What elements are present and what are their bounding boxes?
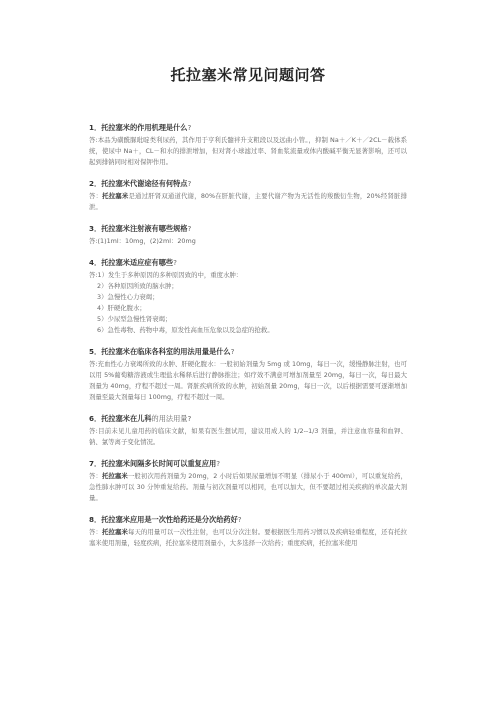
question bbox=[89, 413, 407, 425]
question-text: 2．托拉塞米代谢途径有何特点 bbox=[89, 179, 188, 188]
answer-text: 答:1）发生于多种原因的多种原因致的中，重度水肿： bbox=[89, 271, 243, 279]
list-item: 6）急性毒物、药物中毒，原发性高血压危象以及急症的抢救。 bbox=[97, 326, 274, 334]
answer: 答:(1)1ml：10mg，(2)2ml：20mg bbox=[89, 237, 196, 245]
answer bbox=[89, 191, 407, 213]
question bbox=[89, 178, 407, 190]
answer-keyword: 托拉塞米 bbox=[102, 192, 129, 200]
answer: 答:目前未见儿童用药的临床文献，如果有医生想试用，建议用成人的 1/2--1/3 剂量，并注意血容量和血钾、钠、氯等离子变化情况。 bbox=[89, 427, 407, 446]
answer-prefix: 答： bbox=[89, 472, 102, 480]
qa-item bbox=[89, 122, 407, 168]
question bbox=[89, 257, 407, 269]
answer-keyword: 托拉塞米 bbox=[101, 472, 128, 480]
qa-item bbox=[89, 413, 407, 448]
question-text: 3．托拉塞米注射液有哪些规格 bbox=[89, 224, 188, 233]
question-text: 4．托拉塞米适应症有哪些 bbox=[89, 258, 174, 267]
list-item: 5）少尿型急慢性肾衰竭； bbox=[97, 315, 172, 323]
answer-text: 是通过肝肾双通道代谢，80%在肝脏代谢，主要代谢产物为无活性的羧酸衍生物，20%经肾脏排泄。 bbox=[89, 192, 407, 211]
question bbox=[89, 122, 407, 134]
answer bbox=[89, 270, 407, 336]
list-item: 3）急慢性心力衰竭； bbox=[97, 293, 159, 301]
list-item: 4）肝硬化腹水； bbox=[97, 304, 146, 312]
answer-text: 一般初次用药剂量为 20mg，2 小时后如果尿量增加不明显（排尿小于 400ml），可以重复给药，急性肺水肿可以 30 分钟重复给药。剂量与初次剂量可以相同，也可以加大，但不要超过相关疾病的单次最大剂量。 bbox=[89, 472, 408, 502]
question-text: 5．托拉塞米在临床各科室的用法用量是什么 bbox=[89, 347, 231, 356]
qa-item bbox=[89, 223, 407, 247]
qa-item bbox=[89, 346, 407, 403]
answer-prefix: 答： bbox=[89, 192, 103, 200]
qa-item bbox=[89, 178, 407, 213]
qa-item bbox=[89, 458, 407, 504]
qa-item bbox=[89, 257, 407, 336]
list-item: 2）各种原因所致的脑水肿； bbox=[97, 282, 178, 290]
answer bbox=[89, 527, 407, 549]
question-suffix: ? bbox=[230, 347, 235, 356]
question-text: 8．托拉塞米应用是一次性给药还是分次给药好 bbox=[89, 515, 238, 524]
question-text: 7．托拉塞米间隔多长时间可以重复应用 bbox=[89, 459, 217, 468]
answer-keyword: 托拉塞米 bbox=[101, 528, 128, 536]
question-suffix: ? bbox=[237, 515, 242, 524]
question bbox=[89, 223, 407, 235]
question bbox=[89, 458, 407, 470]
document-title: 托拉塞米常见问题问答 bbox=[170, 66, 326, 84]
answer: 答:本品为磺酰脲吡啶类利尿药，其作用于亨利氏髓袢升支粗段以及远曲小管。，抑制 Na＋／K＋／2CL－载体系统，使尿中 Na＋，CL－和水的排泄增加，但对肾小球滤过率、肾血浆流量或体内酸碱平衡无显著影响，还可以起到排钠同时相对保钾作用。 bbox=[89, 136, 407, 166]
question-suffix: ? bbox=[216, 459, 221, 468]
answer-prefix: 答： bbox=[89, 528, 102, 536]
question-text: 1．托拉塞米的作用机理是什么 bbox=[89, 123, 188, 132]
question-suffix: ? bbox=[187, 123, 192, 132]
question-suffix: ? bbox=[187, 224, 192, 233]
answer-text: 每天的用量可以一次性注射，也可以分次注射。要根据医生用药习惯以及疾病轻重程度，还有托拉塞米使用剂量，轻度疾病，托拉塞米使用剂量小，大多选择一次给药；重度疾病，托拉塞米使用 bbox=[89, 528, 408, 547]
answer bbox=[89, 471, 407, 504]
question-suffix: ? bbox=[187, 179, 192, 188]
qa-list bbox=[89, 122, 407, 559]
answer: 答:充血性心力衰竭所致的水肿、肝硬化腹水：一般初始剂量为 5mg 或 10mg，每日一次，缓慢静脉注射，也可以用 5%葡萄糖溶液或生理盐水稀释后进行静脉推注；如疗效不满意可增加剂量至 20mg，每日一次，每日最大剂量为 40mg，疗程不超过一周。肾脏疾病所致的水肿，初始剂量 20mg，每日一次，以后根据需要可逐渐增加剂量至最大剂量每日 100mg，疗程不超过一周。 bbox=[89, 360, 407, 401]
question bbox=[89, 514, 407, 526]
qa-item bbox=[89, 514, 407, 549]
question-suffix: ? bbox=[173, 258, 177, 267]
question-text: 6．托拉塞米在儿科 bbox=[89, 414, 152, 423]
question bbox=[89, 346, 407, 358]
question-suffix: 的用法用量? bbox=[151, 414, 192, 423]
